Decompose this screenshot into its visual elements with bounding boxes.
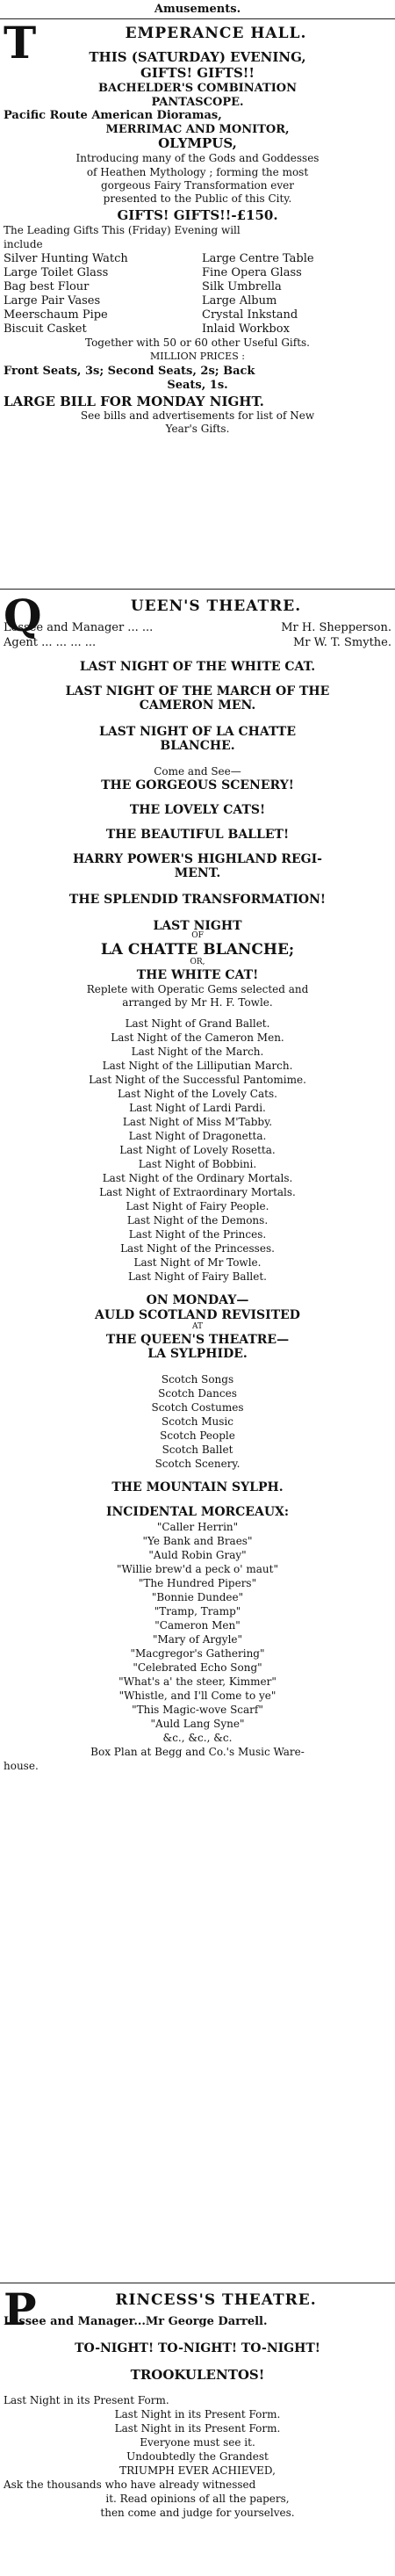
princess-line-8: TRIUMPH EVER ACHIEVED, <box>119 2464 276 2477</box>
queens-line-18: arranged by Mr H. F. Towle. <box>122 996 273 1009</box>
queens-line-11: THE SPLENDID TRANSFORMATION! <box>68 893 327 907</box>
staff-role-0: Lessee and Manager ... ... <box>4 621 154 634</box>
princess-line-3: Last Night in its Present Form. <box>4 2394 169 2406</box>
queens-line-30: Last Night of the Ordinary Mortals. <box>102 1172 293 1184</box>
temperance-after-3: Seats, 1s. <box>167 379 228 392</box>
queens-line-50: THE MOUNTAIN SYLPH. <box>111 1480 284 1494</box>
princess-line-10: it. Read opinions of all the papers, <box>105 2493 290 2505</box>
queens-line-65: "This Magic-wove Scarf" <box>132 1704 263 1716</box>
queens-line-39: AULD SCOTLAND REVISITED <box>95 1308 300 1322</box>
queens-line-59: "Cameron Men" <box>154 1619 241 1632</box>
princess-line-1: TO-NIGHT! TO-NIGHT! TO-NIGHT! <box>75 2341 320 2355</box>
princess-line-7: Undoubtedly the Grandest <box>126 2450 269 2463</box>
princess-line-4: Last Night in its Present Form. <box>114 2408 281 2420</box>
temperance-line-4: Pacific Route American Dioramas, <box>4 109 222 122</box>
queens-line-58: "Tramp, Tramp" <box>154 1605 241 1617</box>
queens-line-43: Scotch Songs <box>161 1373 234 1386</box>
temperance-line-10: presented to the Public of this City. <box>103 192 292 205</box>
queens-line-9: HARRY POWER'S HIGHLAND REGI- <box>73 852 322 866</box>
queens-line-35: Last Night of the Princesses. <box>120 1242 275 1255</box>
temperance-title: EMPERANCE HALL. <box>125 25 307 42</box>
queens-line-41: THE QUEEN'S THEATRE— <box>105 1333 290 1347</box>
gift-row-3-right: Large Album <box>202 294 277 308</box>
queens-line-56: "The Hundred Pipers" <box>138 1577 257 1589</box>
queens-line-25: Last Night of Lardi Pardi. <box>129 1102 266 1114</box>
temperance-line-11: GIFTS! GIFTS!!-£150. <box>117 207 278 223</box>
queens-line-31: Last Night of Extraordinary Mortals. <box>99 1186 296 1198</box>
gift-row-0-right: Large Centre Table <box>202 252 314 265</box>
queens-line-15: OR, <box>190 958 205 966</box>
drop-cap-q: Q <box>4 590 42 641</box>
queens-line-69: house. <box>4 1760 39 1772</box>
queens-line-4: BLANCHE. <box>160 739 235 753</box>
temperance-after-6: Year's Gifts. <box>165 423 230 435</box>
gift-row-1-left: Large Toilet Glass <box>4 266 109 279</box>
gift-row-3-left: Large Pair Vases <box>4 294 101 308</box>
queens-line-47: Scotch People <box>160 1429 235 1442</box>
princess-line-11: then come and judge for yourselves. <box>100 2507 295 2519</box>
temperance-line-0: THIS (SATURDAY) EVENING, <box>89 49 306 65</box>
staff-role-1: Agent ... ... ... ... <box>4 636 97 649</box>
gift-row-2-right: Silk Umbrella <box>202 280 282 293</box>
temperance-line-5: MERRIMAC AND MONITOR, <box>105 123 290 136</box>
temperance-line-2: BACHELDER'S COMBINATION <box>98 82 297 95</box>
queens-line-7: THE LOVELY CATS! <box>129 803 266 817</box>
queens-line-49: Scotch Scenery. <box>154 1458 241 1470</box>
gift-row-5-right: Inlaid Workbox <box>202 322 290 336</box>
temperance-line-12: The Leading Gifts This (Friday) Evening will <box>4 224 241 236</box>
temperance-line-1: GIFTS! GIFTS!! <box>140 65 255 81</box>
queens-line-37: Last Night of Fairy Ballet. <box>127 1270 267 1283</box>
section-rule-1 <box>0 589 395 590</box>
queens-line-28: Last Night of Lovely Rosetta. <box>119 1144 276 1156</box>
queens-line-36: Last Night of Mr Towle. <box>133 1256 262 1269</box>
gift-row-5-left: Biscuit Casket <box>4 322 87 336</box>
queens-line-67: &c., &c., &c. <box>162 1732 233 1744</box>
temperance-line-9: gorgeous Fairy Transformation ever <box>100 179 295 192</box>
queens-line-38: ON MONDAY— <box>146 1293 249 1307</box>
queens-line-34: Last Night of the Princes. <box>128 1228 267 1241</box>
drop-cap-t: T <box>4 17 37 69</box>
queens-line-68: Box Plan at Begg and Co.'s Music Ware- <box>90 1746 305 1758</box>
queens-line-32: Last Night of Fairy People. <box>126 1200 269 1212</box>
gift-row-2-left: Bag best Flour <box>4 280 90 293</box>
princess-line-2: TROOKULENTOS! <box>130 2367 265 2383</box>
temperance-line-13: include <box>4 238 43 250</box>
princess-line-9: Ask the thousands who have already witnessed <box>4 2478 256 2491</box>
princess-line-6: Everyone must see it. <box>140 2436 255 2449</box>
queens-line-20: Last Night of the Cameron Men. <box>111 1031 284 1044</box>
queens-line-26: Last Night of Miss M'Tabby. <box>122 1116 273 1128</box>
queens-line-54: "Auld Robin Gray" <box>148 1549 247 1561</box>
queens-line-16: THE WHITE CAT! <box>136 968 259 982</box>
queens-line-8: THE BEAUTIFUL BALLET! <box>105 828 290 842</box>
queens-line-42: LA SYLPHIDE. <box>147 1347 248 1361</box>
queens-line-57: "Bonnie Dundee" <box>151 1591 244 1603</box>
temperance-after-5: See bills and advertisements for list of New <box>80 409 315 422</box>
queens-line-46: Scotch Music <box>162 1415 233 1428</box>
temperance-line-6: OLYMPUS, <box>158 135 237 151</box>
princess-title: RINCESS'S THEATRE. <box>115 2291 317 2309</box>
queens-line-6: THE GORGEOUS SCENERY! <box>101 778 294 792</box>
queens-line-62: "Celebrated Echo Song" <box>133 1661 262 1674</box>
gift-row-4-right: Crystal Inkstand <box>202 308 298 322</box>
queens-title: UEEN'S THEATRE. <box>130 597 302 615</box>
staff-name-1: Mr W. T. Smythe. <box>292 636 391 649</box>
queens-line-55: "Willie brew'd a peck o' maut" <box>117 1563 278 1575</box>
temperance-line-3: PANTASCOPE. <box>151 96 244 109</box>
queens-line-66: "Auld Lang Syne" <box>150 1718 245 1730</box>
drop-cap-p: P <box>4 2283 37 2335</box>
temperance-line-7: Introducing many of the Gods and Goddesses <box>75 152 320 164</box>
queens-line-51: INCIDENTAL MORCEAUX: <box>105 1505 290 1519</box>
gift-row-1-right: Fine Opera Glass <box>202 266 302 279</box>
temperance-after-4: LARGE BILL FOR MONDAY NIGHT. <box>4 394 264 409</box>
column-header: Amusements. <box>154 3 241 16</box>
queens-line-24: Last Night of the Lovely Cats. <box>118 1088 277 1100</box>
queens-line-53: "Ye Bank and Braes" <box>142 1535 253 1547</box>
queens-line-60: "Mary of Argyle" <box>152 1633 243 1646</box>
queens-line-14: LA CHATTE BLANCHE; <box>100 941 295 959</box>
queens-line-44: Scotch Dances <box>158 1387 237 1400</box>
temperance-line-8: of Heathen Mythology ; forming the most <box>86 166 309 178</box>
queens-line-27: Last Night of Dragonetta. <box>128 1130 267 1142</box>
queens-line-2: CAMERON MEN. <box>139 698 256 713</box>
gift-row-0-left: Silver Hunting Watch <box>4 252 128 265</box>
princess-line-5: Last Night in its Present Form. <box>114 2422 281 2435</box>
queens-line-23: Last Night of the Successful Pantomime. <box>89 1074 306 1086</box>
queens-line-22: Last Night of the Lilliputian March. <box>102 1060 293 1072</box>
temperance-after-1: MILLION PRICES : <box>150 351 245 362</box>
header-rule <box>0 18 395 19</box>
queens-line-5: Come and See— <box>154 765 241 778</box>
queens-line-19: Last Night of Grand Ballet. <box>125 1017 270 1030</box>
queens-line-61: "Macgregor's Gathering" <box>130 1647 265 1660</box>
staff-name-0: Mr H. Shepperson. <box>281 621 391 634</box>
queens-line-21: Last Night of the March. <box>131 1046 264 1058</box>
queens-line-0: LAST NIGHT OF THE WHITE CAT. <box>79 660 316 674</box>
queens-line-63: "What's a' the steer, Kimmer" <box>118 1675 276 1688</box>
queens-line-48: Scotch Ballet <box>162 1444 233 1456</box>
queens-line-12: LAST NIGHT <box>153 919 242 933</box>
temperance-after-0: Together with 50 or 60 other Useful Gifts. <box>85 336 310 349</box>
queens-line-64: "Whistle, and I'll Come to ye" <box>118 1690 276 1702</box>
queens-line-10: MENT. <box>174 866 221 880</box>
queens-line-3: LAST NIGHT OF LA CHATTE <box>99 725 296 739</box>
queens-line-52: "Caller Herrin" <box>156 1521 239 1533</box>
queens-line-1: LAST NIGHT OF THE MARCH OF THE <box>65 684 330 698</box>
queens-line-40: AT <box>191 1322 203 1331</box>
temperance-after-2: Front Seats, 3s; Second Seats, 2s; Back <box>4 365 255 378</box>
princess-line-0: Lessee and Manager...Mr George Darrell. <box>4 2315 268 2328</box>
gift-row-4-left: Meerschaum Pipe <box>4 308 108 322</box>
queens-line-13: OF <box>191 931 204 940</box>
queens-line-29: Last Night of Bobbini. <box>138 1158 257 1170</box>
queens-line-45: Scotch Costumes <box>151 1401 244 1414</box>
queens-line-33: Last Night of the Demons. <box>126 1214 269 1226</box>
queens-line-17: Replete with Operatic Gems selected and <box>86 983 309 995</box>
